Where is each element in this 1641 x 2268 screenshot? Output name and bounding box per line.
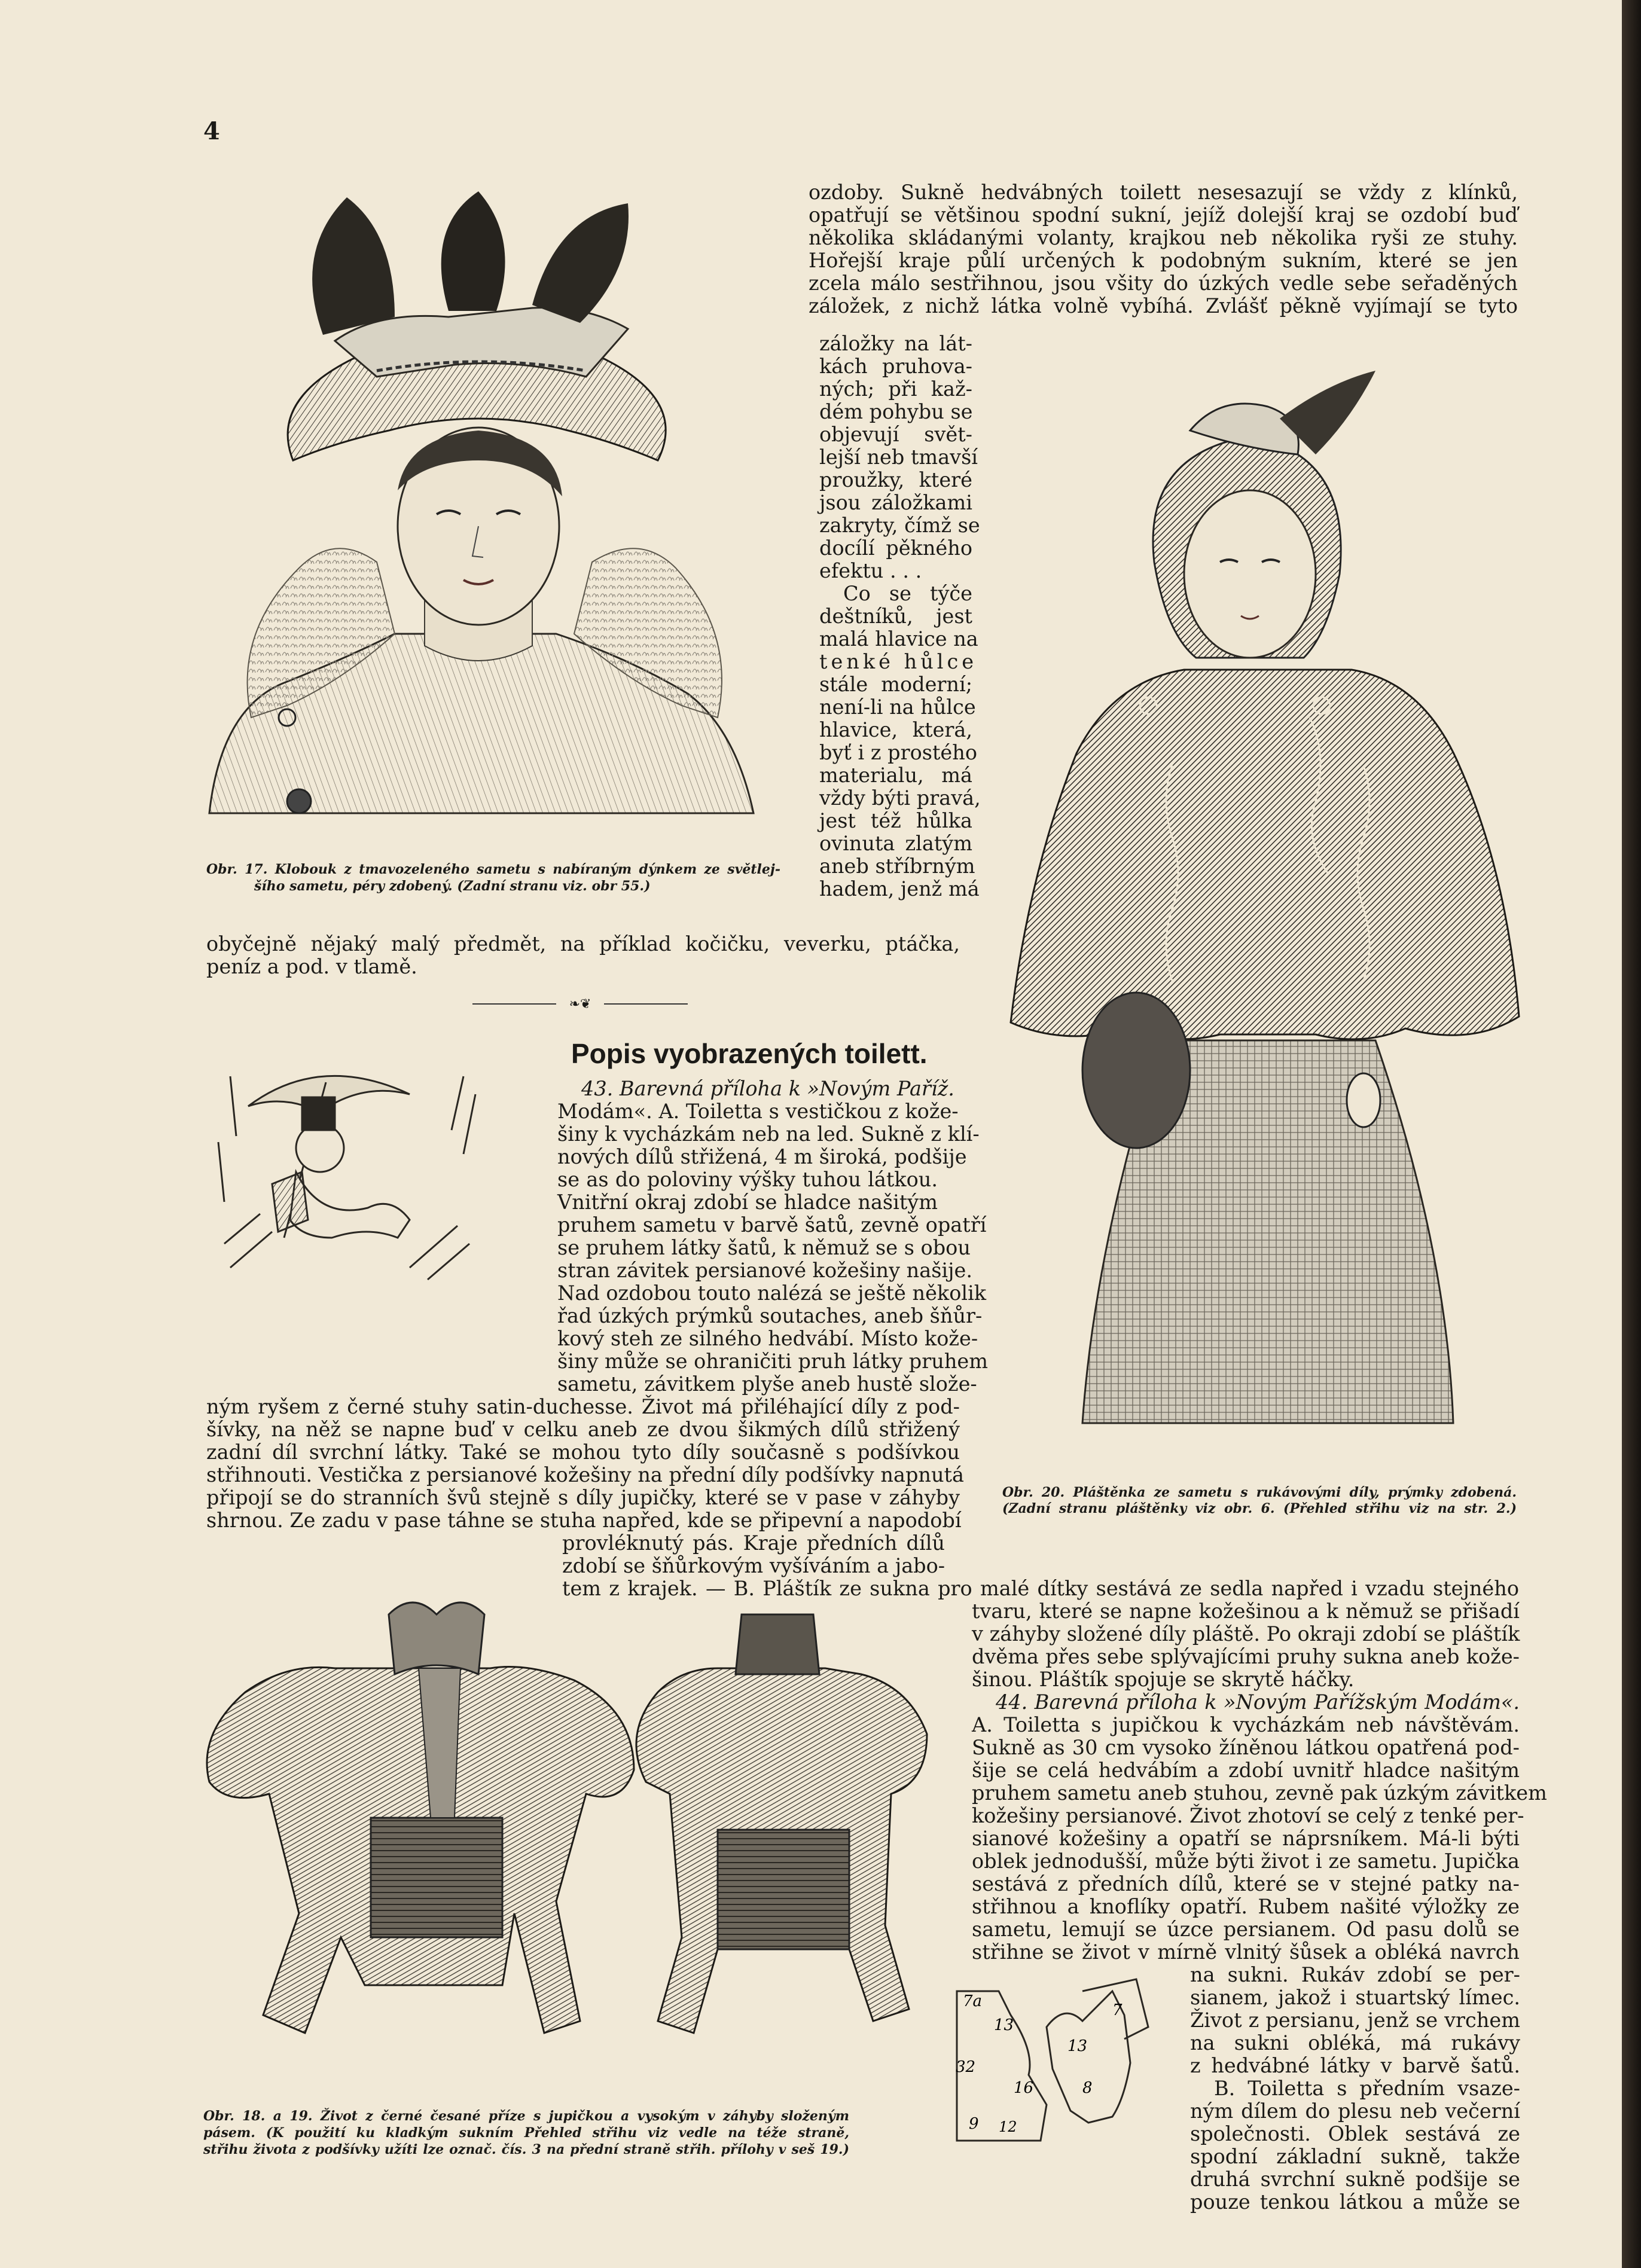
toilett-description-43-end [562, 1532, 945, 1577]
text-line: ným ryšem z černé stuhy satin-duchesse. Život má přiléhající díly z pod- [206, 1395, 960, 1418]
pattern-number: 13 [1067, 2037, 1088, 2055]
text-line: ných; při kaž- [819, 377, 972, 401]
text-line: není-li na hůlce [819, 695, 976, 719]
text-line: šije se celá hedvábím a zdobí uvnitř hladce našitým [972, 1759, 1520, 1782]
text-line: sestává z předních dílů, které se v stejné patky na- [972, 1872, 1520, 1895]
text-line: Vnitřní okraj zdobí se hladce našitým [557, 1191, 938, 1214]
toilett-description-43-cont [206, 1395, 964, 1532]
text-line: shrnou. Ze zadu v pase táhne se stuha napřed, kde se připevní a napodobí [206, 1509, 962, 1532]
text-line: spodní základní sukně, takže [1190, 2145, 1520, 2168]
pattern-number: 7 [1112, 2001, 1123, 2019]
text-line: řad úzkých prýmků soutaches, aneb šňůr- [557, 1304, 983, 1327]
text-line: ovinuta zlatým [819, 832, 972, 855]
text-line: se pruhem látky šatů, k němuž se s obou [557, 1236, 971, 1259]
article-column-continuation [206, 933, 960, 978]
text-line: pruhem sametu aneb stuhou, zevně pak úzkým závitkem [972, 1781, 1547, 1805]
caption-line: střihu života z podšívky užíti lze označ. čís. 3 na přední straně střih. přílohy v seš 19.) [203, 2142, 849, 2157]
toilett-description-43 [557, 1077, 988, 1396]
text-line: Sukně as 30 cm vysoko žíněnou látkou opatřená pod- [972, 1736, 1520, 1759]
text-line: efektu . . . [819, 559, 922, 582]
text-line: kožešiny persianové. Život zhotoví se celý z tenké per- [972, 1804, 1524, 1827]
text-line: několika skládanými volanty, krajkou neb několika ryši ze stuhy. [809, 226, 1518, 249]
text-line: tvaru, které se napne kožešinou a k němuž se přišadí [972, 1599, 1520, 1623]
text-line: kách pruhova- [819, 355, 972, 378]
text-line: záložky na lát- [819, 332, 972, 355]
text-line: šiny k vycházkám neb na led. Sukně z klí- [557, 1122, 980, 1146]
toilett-description-44-cont [1190, 1964, 1520, 2214]
text-line: A. Toiletta s jupičkou k vycházkám neb návštěvám. [972, 1713, 1520, 1736]
text-line: zdobí se šňůrkovým vyšíváním a jabo- [562, 1554, 945, 1577]
text-line: připojí se do stranních švů stejně s díly jupičky, které se v pase v záhyby [206, 1486, 960, 1509]
text-line: záložek, z nichž látka volně vybíhá. Zvlášť pěkně vyjímají se tyto [809, 294, 1518, 318]
text-line: šiny může se ohraničiti pruh látky pruhem [557, 1350, 988, 1373]
caption-line: Obr. 20. Pláštěnka ze sametu s rukávovými díly, prýmky zdobená. [1002, 1485, 1517, 1500]
text-line: sametu, závitkem plyše aneb hustě slože- [557, 1372, 977, 1396]
text-line: oblek jednodušší, může býti život i ze sametu. Jupička [972, 1849, 1520, 1873]
text-line: druhá svrchní sukně podšije se [1190, 2168, 1520, 2191]
text-line: kový steh ze silného hedvábí. Místo kože- [557, 1327, 978, 1350]
sewing-pattern-diagram [945, 1967, 1184, 2147]
page-number: 4 [203, 117, 220, 145]
text-line: pruhem sametu v barvě šatů, zevně opatří [557, 1213, 987, 1237]
ornament-divider: ❧❦ [472, 997, 688, 1011]
text-line: vždy býti pravá, [819, 786, 981, 810]
text-line: objevují svět- [819, 423, 972, 446]
text-line: peníz a pod. v tlamě. [206, 955, 417, 978]
text-line: společnosti. Oblek sestává ze [1190, 2122, 1520, 2145]
text-line: šinou. Pláštík spojuje se skrytě háčky. [972, 1668, 1355, 1691]
text-line: zcela málo sestřihnou, jsou všity do úzkých vedle sebe seřaděných [809, 271, 1518, 295]
text-line: z hedvábné látky v barvě šatů. [1190, 2054, 1520, 2077]
text-line: jsou záložkami [819, 491, 972, 514]
caption-line: (Zadní stranu pláštěnky viz obr. 6. (Přehled střihu viz na str. 2.) [1002, 1501, 1517, 1516]
text-line: B. Toiletta s předním vsaze- [1214, 2077, 1520, 2100]
text-line: střihnouti. Vestička z persianové kožešiny na přední díly podšívky napnutá [206, 1463, 964, 1486]
pattern-number: 7a [963, 1992, 983, 2010]
text-line: dém pohybu se [819, 400, 973, 423]
text-line: provléknutý pás. Kraje předních dílů [562, 1531, 945, 1555]
pattern-number: 8 [1082, 2079, 1093, 2097]
text-line: v záhyby složené díly pláště. Po okraji zdobí se pláštík [972, 1622, 1520, 1646]
text-line: stále moderní; [819, 673, 972, 696]
pattern-number: 12 [999, 2119, 1017, 2135]
text-line: tem z krajek. — B. Pláštík ze sukna pro malé dítky sestává ze sedla napřed i vzadu stejného [562, 1577, 1519, 1600]
text-line: opatřují se většinou spodní sukní, jejíž dolejší kraj se ozdobí buď [809, 203, 1518, 227]
text-line: hlavice, která, [819, 718, 972, 741]
text-line: deštníků, jest [819, 605, 972, 628]
page-edge-shadow [1622, 0, 1641, 2268]
figure-20-cape-illustration [993, 383, 1543, 1471]
pattern-number: 16 [1014, 2079, 1034, 2097]
figure-17-hat-illustration [197, 179, 771, 843]
figures-18-19-bodice-illustration [191, 1579, 939, 2105]
text-line: na sukni obléká, má rukávy [1190, 2031, 1520, 2055]
text-line: Život z persianu, jenž se vrchem [1190, 2008, 1520, 2032]
section-heading: Popis vyobrazených toilett. [571, 1038, 928, 1069]
text-line: zakryty, čímž se [819, 514, 980, 537]
pattern-number: 13 [994, 2016, 1014, 2034]
text-line: jest též hůlka [819, 809, 972, 832]
text-line: střihne se život v mírně vlnitý šůsek a obléká navrch [972, 1940, 1520, 1964]
cherub-umbrella-illustration [212, 1040, 493, 1292]
text-line: stran závitek persianové kožešiny našije. [557, 1259, 972, 1282]
text-line: 43. Barevná příloha k »Novým Paříž. [581, 1077, 954, 1100]
text-line: se as do poloviny výšky tuhou látkou. [557, 1168, 938, 1191]
text-line: dvěma přes sebe splývajícími pruhy sukna aneb kože- [972, 1645, 1520, 1668]
caption-line: šího sametu, péry zdobený. (Zadní stranu viz. obr 55.) [254, 878, 651, 894]
caption-line: pásem. (K použití ku kladkým sukním Přehled střihu viz vedle na téže straně, [203, 2125, 849, 2141]
text-line: ným dílem do plesu neb večerní [1190, 2099, 1520, 2123]
text-line: Hořejší kraje půlí určených k podobným sukním, které se jen [809, 249, 1518, 272]
text-line: pouze tenkou látkou a může se [1190, 2190, 1520, 2214]
article-column-top [809, 181, 1518, 318]
text-line: Modám«. A. Toiletta s vestičkou z kože- [557, 1100, 959, 1123]
caption-line: Obr. 17. Klobouk z tmavozeleného sametu s nabíraným dýnkem ze světlej- [206, 862, 780, 877]
text-line: proužky, které [819, 468, 972, 492]
text-line: obyčejně nějaký malý předmět, na příklad kočičku, veverku, ptáčka, [206, 932, 960, 956]
text-line: malá hlavice na [819, 627, 978, 651]
text-line: materialu, má [819, 764, 972, 787]
toilett-description-44 [972, 1599, 1547, 1964]
text-line: Co se týče [843, 582, 972, 605]
text-line: sametu, lemují se úzce persianem. Od pasu dolů se [972, 1918, 1520, 1941]
text-line: byť i z prostého [819, 741, 977, 764]
text-line: sianové kožešiny a opatří se náprsníkem. Má-li býti [972, 1827, 1520, 1850]
text-line: hadem, jenž má [819, 877, 980, 901]
text-line: šívky, na něž se napne buď v celku aneb ze dvou šikmých dílů střižený [206, 1418, 960, 1441]
text-line: aneb stříbrným [819, 854, 975, 878]
text-line: střihnou a knoflíky opatří. Rubem našité výložky ze [972, 1895, 1520, 1918]
text-line: Nad ozdobou touto nalézá se ještě několik [557, 1281, 987, 1305]
text-line: zadní díl svrchní látky. Také se mohou tyto díly současně s podšívkou [206, 1440, 960, 1464]
text-line: ozdoby. Sukně hedvábných toilett nesesazují se vždy z klínků, [809, 181, 1518, 204]
article-narrow-column [819, 332, 981, 901]
pattern-number: 9 [969, 2115, 979, 2133]
text-line: na sukni. Rukáv zdobí se per- [1190, 1963, 1520, 1986]
text-line: sianem, jakož i stuartský límec. [1190, 1986, 1520, 2009]
text-line: tenké hůlce [819, 650, 978, 673]
text-line: docílí pěkného [819, 536, 972, 560]
caption-figure-17 [206, 861, 780, 895]
caption-figures-18-19 [203, 2108, 849, 2158]
caption-figure-20 [1002, 1485, 1517, 1517]
text-line: nových dílů střižená, 4 m široká, podšije [557, 1145, 967, 1168]
text-line: 44. Barevná příloha k »Novým Pařížským Modám«. [996, 1690, 1520, 1714]
text-line: lejší neb tmavší [819, 445, 978, 469]
pattern-number: 32 [956, 2058, 976, 2076]
caption-line: Obr. 18. a 19. Život z černé česané příze s jupičkou a vysokým v záhyby složeným [203, 2108, 849, 2124]
